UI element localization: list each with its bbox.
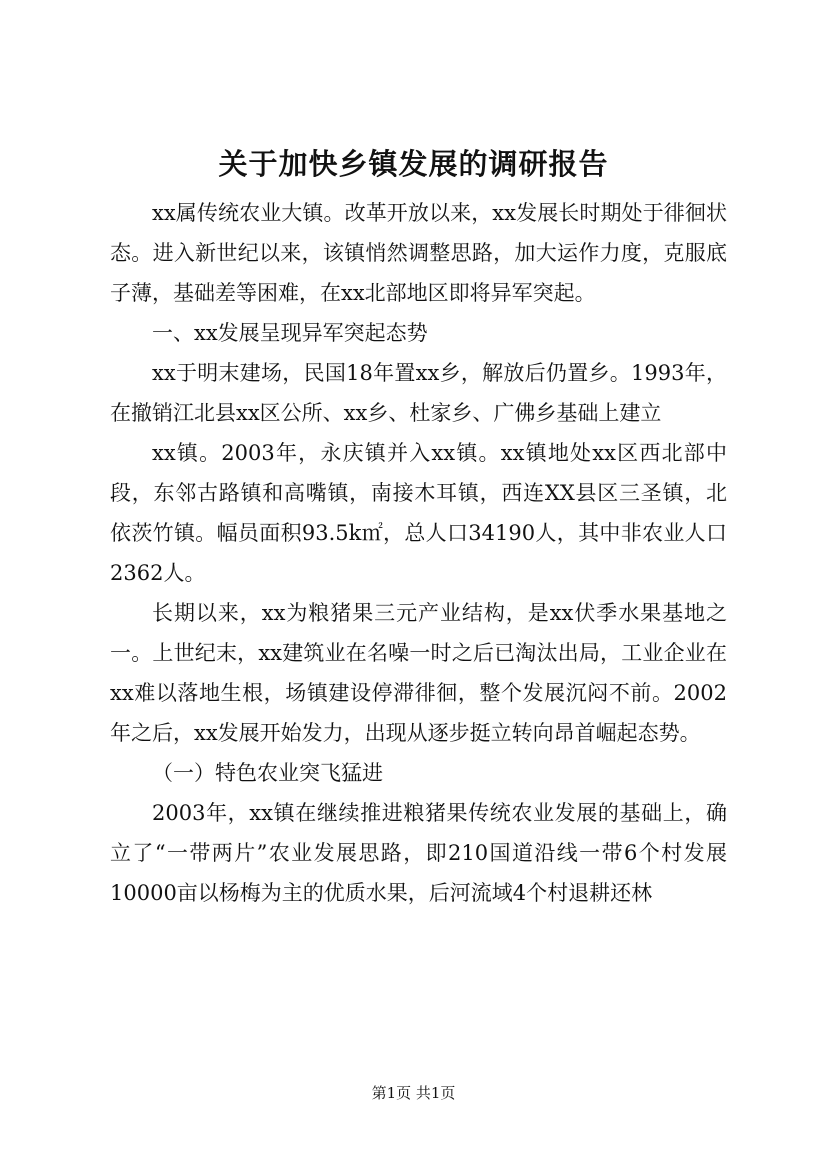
subsection-heading-1: （一）特色农业突飞猛进 — [152, 761, 383, 785]
section-heading-1: 一、xx发展呈现异军突起态势 — [152, 321, 428, 345]
paragraph-history: xx于明末建场，民国18年置xx乡，解放后仍置乡。1993年，在撤销江北县xx区公所、xx乡、杜家乡、广佛乡基础上建立 — [110, 361, 727, 425]
paragraph-agriculture: 2003年，xx镇在继续推进粮猪果传统农业发展的基础上，确立了“一带两片”农业发展思路，即210国道沿线一带6个村发展10000亩以杨梅为主的优质水果，后河流域4个村退耕还林 — [110, 801, 727, 905]
paragraph-intro: xx属传统农业大镇。改革开放以来，xx发展长时期处于徘徊状态。进入新世纪以来，该镇悄然调整思路，加大运作力度，克服底子薄，基础差等困难，在xx北部地区即将异军突起。 — [110, 201, 727, 305]
paragraph-location: xx镇。2003年，永庆镇并入xx镇。xx镇地处xx区西北部中段，东邻古路镇和高嘴镇，南接木耳镇，西连XX县区三圣镇，北依茨竹镇。幅员面积93.5k㎡，总人口34190人，其中非农业人口2362人。 — [110, 441, 727, 585]
page-footer: 第1页 共1页 — [371, 1084, 456, 1102]
document-body — [110, 193, 727, 913]
paragraph-industry: 长期以来，xx为粮猪果三元产业结构，是xx伏季水果基地之一。上世纪末，xx建筑业在名噪一时之后已淘汰出局，工业企业在xx难以落地生根，场镇建设停滞徘徊，整个发展沉闷不前。2002年之后，xx发展开始发力，出现从逐步挺立转向昂首崛起态势。 — [110, 601, 727, 745]
document-title: 关于加快乡镇发展的调研报告 — [218, 147, 609, 181]
